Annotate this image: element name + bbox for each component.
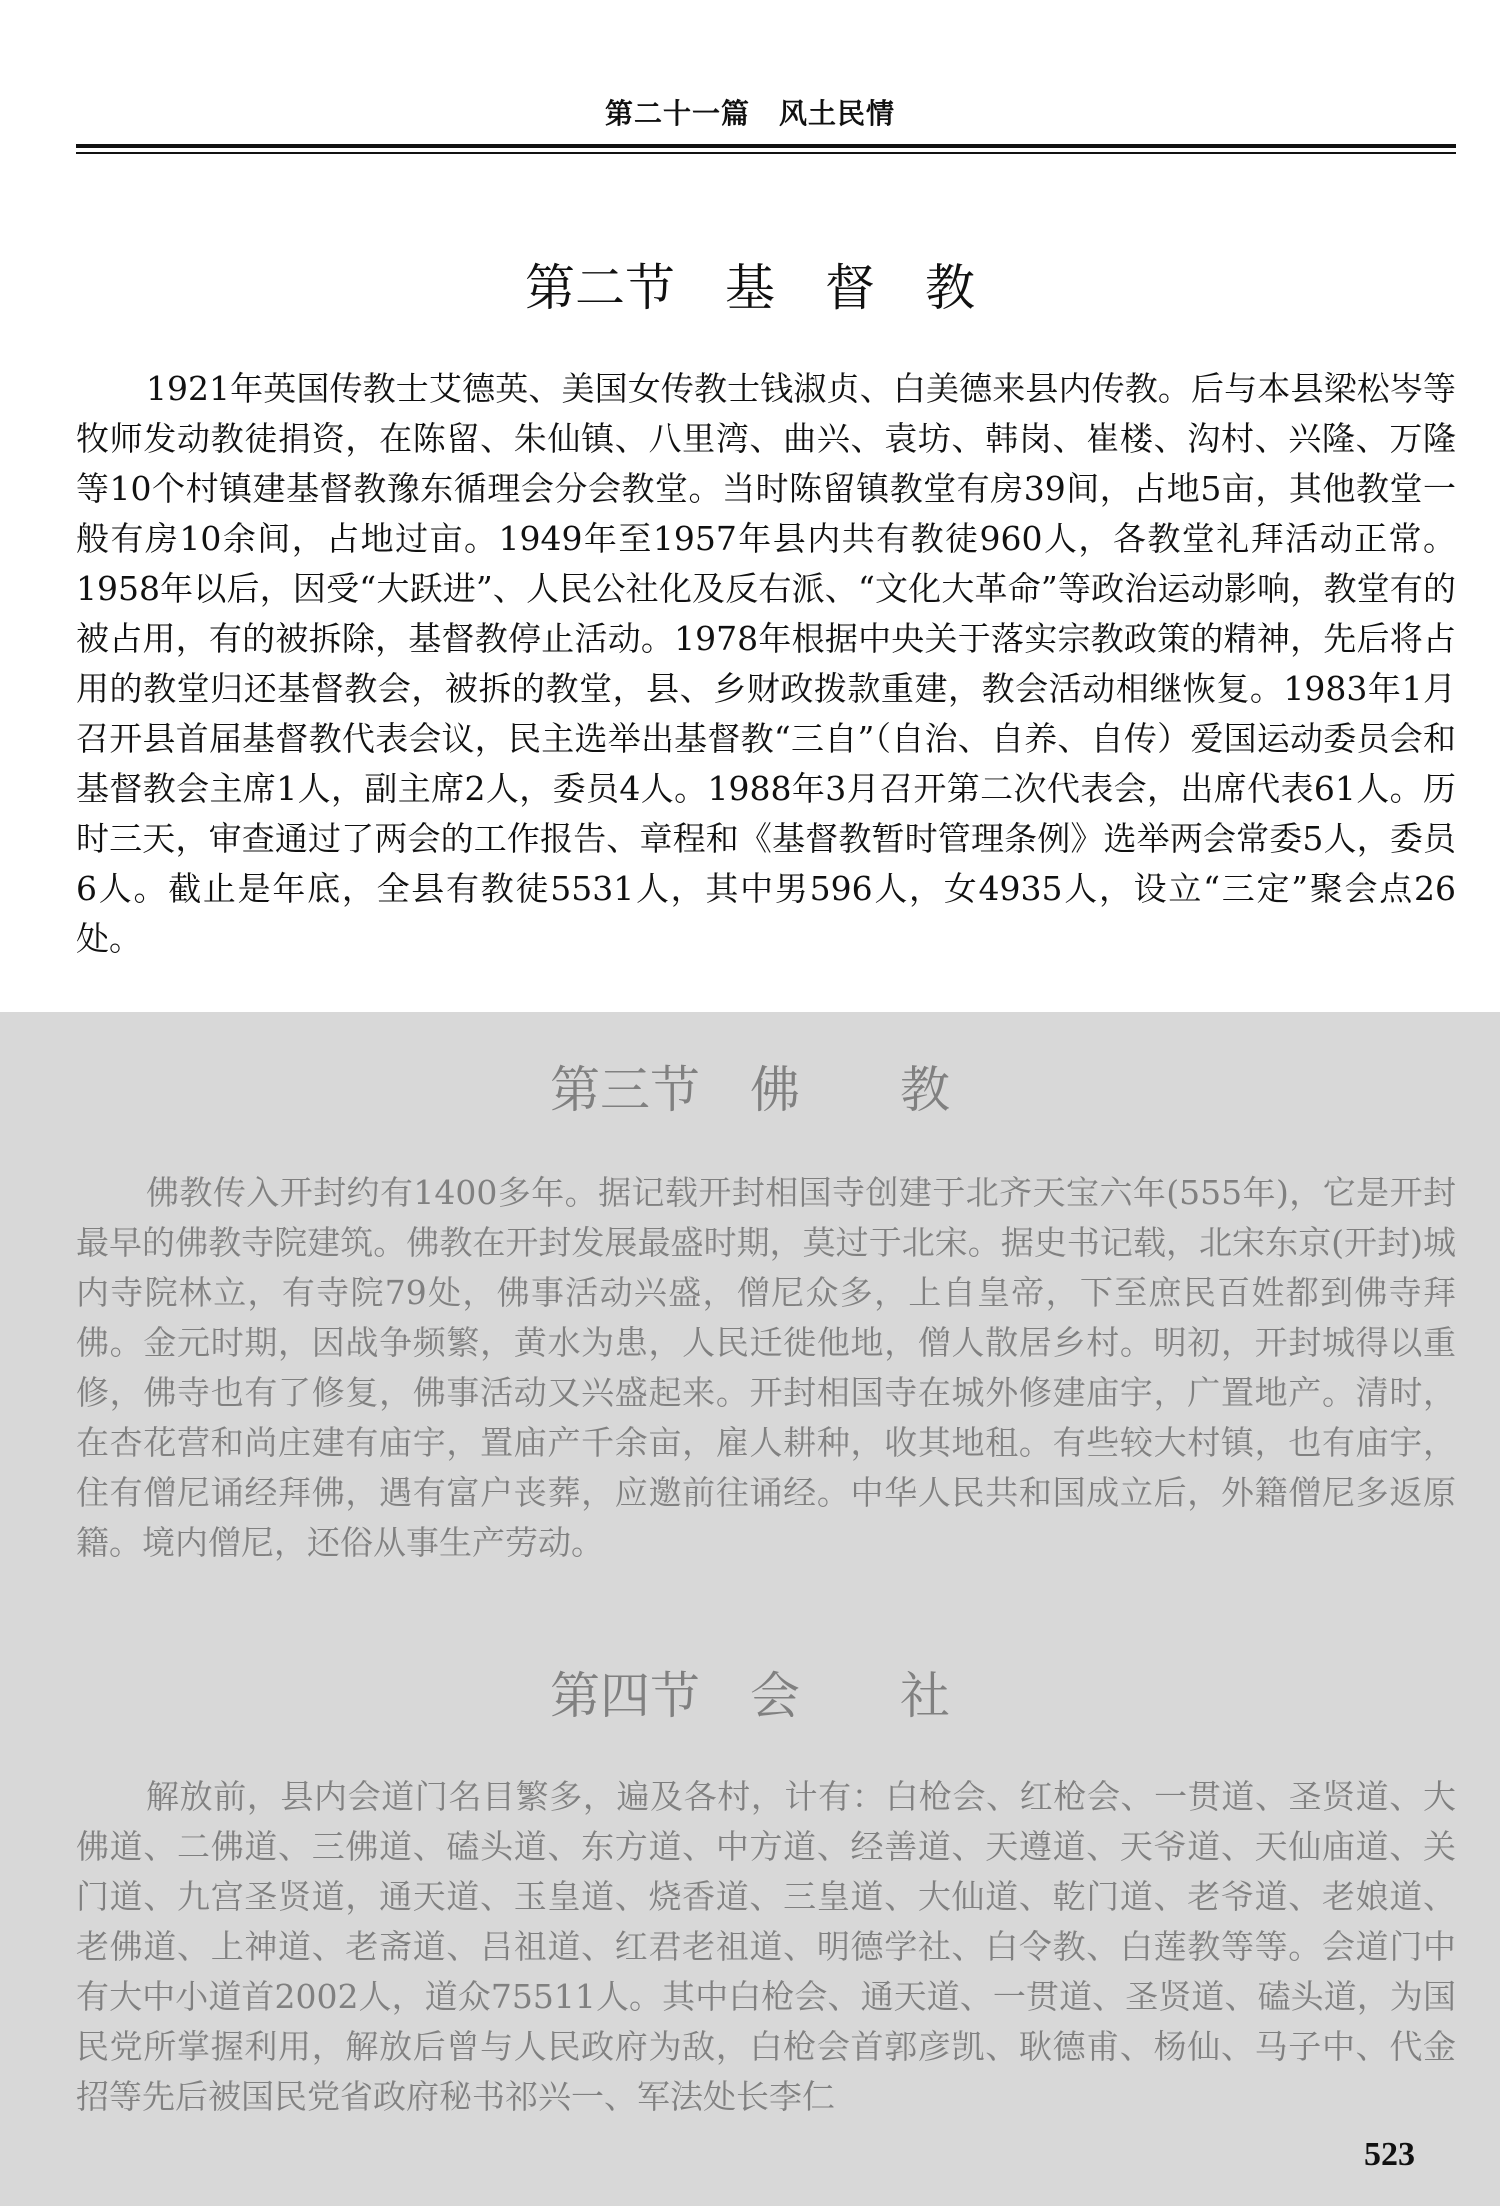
grayed-region (0, 1012, 1500, 2206)
section-body-societies: 解放前，县内会道门名目繁多，遍及各村，计有：白枪会、红枪会、一贯道、圣贤道、大佛道、二佛道、三佛道、磕头道、东方道、中方道、经善道、天遵道、天爷道、天仙庙道、关门道、九宫圣贤道，通天道、玉皇道、烧香道、三皇道、大仙道、乾门道、老爷道、老娘道、老佛道、上神道、老斋道、吕祖道、红君老祖道、明德学社、白令教、白莲教等等。会道门中有大中小道首2002人，道众75511人。其中白枪会、通天道、一贯道、圣贤道、磕头道，为国民党所掌握利用，解放后曾与人民政府为敌，白枪会首郭彦凯、耿德甫、杨仙、马子中、代金招等先后被国民党省政府秘书祁兴一、军法处长李仁 (76, 1777, 1456, 2116)
header-rule-thick (76, 144, 1456, 148)
page-number: 523 (1364, 2136, 1415, 2173)
running-header: 第二十一篇 风土民情 (604, 97, 895, 130)
section-body-buddhism: 佛教传入开封约有1400多年。据记载开封相国寺创建于北齐天宝六年(555年)，它是开封最早的佛教寺院建筑。佛教在开封发展最盛时期，莫过于北宋。据史书记载，北宋东京(开封)城内寺院林立，有寺院79处，佛事活动兴盛，僧尼众多，上自皇帝，下至庶民百姓都到佛寺拜佛。金元时期，因战争频繁，黄水为患，人民迁徙他地，僧人散居乡村。明初，开封城得以重修，佛寺也有了修复，佛事活动又兴盛起来。开封相国寺在城外修建庙宇，广置地产。清时，在杏花营和尚庄建有庙宇，置庙产千余亩，雇人耕种，收其地租。有些较大村镇，也有庙宇，住有僧尼诵经拜佛，遇有富户丧葬，应邀前往诵经。中华人民共和国成立后，外籍僧尼多返原籍。境内僧尼，还俗从事生产劳动。 (76, 1173, 1456, 1562)
section-title-societies: 第四节 会 社 (550, 1667, 950, 1725)
section-title-buddhism: 第三节 佛 教 (550, 1061, 950, 1119)
section-body-christianity: 1921年英国传教士艾德英、美国女传教士钱淑贞、白美德来县内传教。后与本县梁松岑等牧师发动教徒捐资，在陈留、朱仙镇、八里湾、曲兴、袁坊、韩岗、崔楼、沟村、兴隆、万隆等10个村镇建基督教豫东循理会分会教堂。当时陈留镇教堂有房39间，占地5亩，其他教堂一般有房10余间，占地过亩。1949年至1957年县内共有教徒960人，各教堂礼拜活动正常。1958年以后，因受“大跃进”、人民公社化及反右派、“文化大革命”等政治运动影响，教堂有的被占用，有的被拆除，基督教停止活动。1978年根据中央关于落实宗教政策的精神，先后将占用的教堂归还基督教会，被拆的教堂，县、乡财政拨款重建，教会活动相继恢复。1983年1月召开县首届基督教代表会议，民主选举出基督教“三自”（自治、自养、自传）爱国运动委员会和基督教会主席1人，副主席2人，委员4人。1988年3月召开第二次代表会，出席代表61人。历时三天，审查通过了两会的工作报告、章程和《基督教暂时管理条例》选举两会常委5人，委员6人。截止是年底，全县有教徒5531人，其中男596人，女4935人，设立“三定”聚会点26处。 (76, 369, 1456, 958)
section-title-christianity: 第二节 基 督 教 (525, 259, 975, 317)
header-rule-thin (76, 152, 1456, 154)
